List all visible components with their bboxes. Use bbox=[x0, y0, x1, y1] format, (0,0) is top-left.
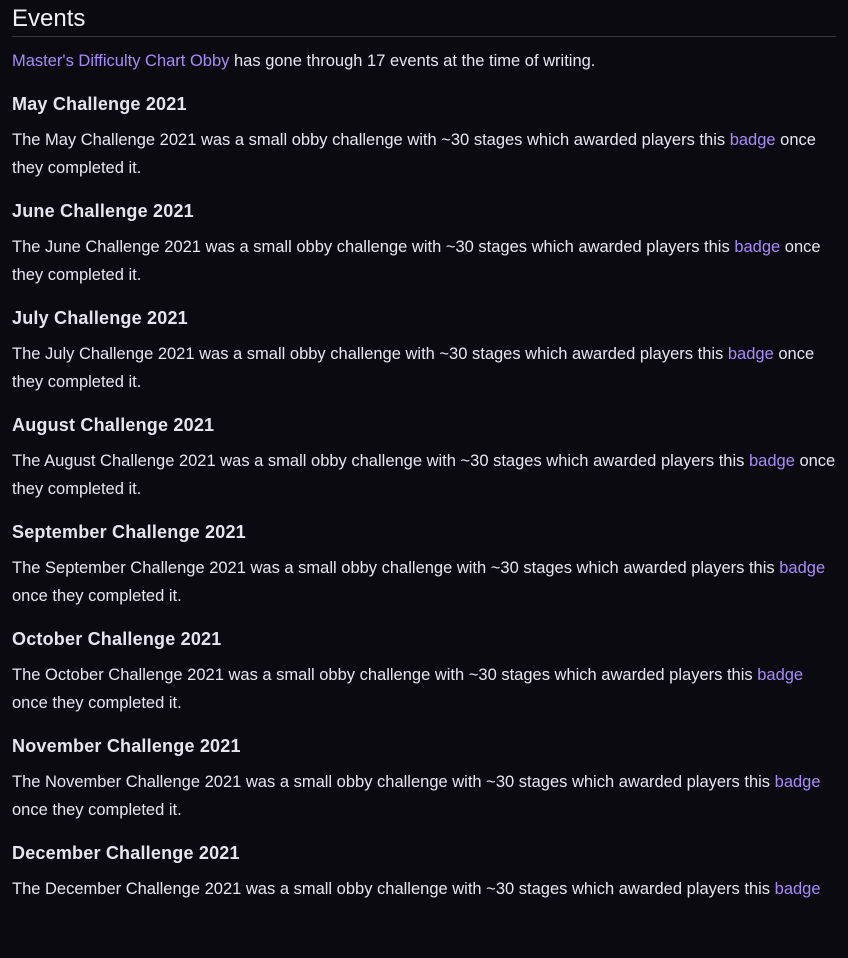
section-july bbox=[12, 306, 836, 396]
paragraph-text: once they completed it. bbox=[12, 131, 816, 177]
section-paragraph bbox=[12, 447, 836, 503]
badge-link[interactable]: badge bbox=[729, 131, 776, 149]
section-paragraph bbox=[12, 233, 836, 289]
paragraph-text: once they completed it. bbox=[12, 801, 182, 819]
paragraph-text: once they completed it. bbox=[12, 587, 182, 605]
paragraph-text: once they completed it. bbox=[12, 345, 815, 391]
paragraph-text: The December Challenge 2021 was a small obby challenge with ~30 stages which awarded players this bbox=[12, 880, 775, 898]
intro-paragraph bbox=[12, 47, 836, 75]
section-paragraph bbox=[12, 661, 836, 717]
section-heading: August Challenge 2021 bbox=[12, 415, 215, 435]
section-paragraph bbox=[12, 126, 836, 182]
badge-link[interactable]: badge bbox=[748, 452, 795, 470]
badge-link[interactable]: badge bbox=[727, 345, 774, 363]
badge-link[interactable]: badge bbox=[779, 559, 826, 577]
page-heading: Events bbox=[12, 0, 836, 37]
section-heading: September Challenge 2021 bbox=[12, 522, 246, 542]
section-december bbox=[12, 841, 836, 903]
section-october bbox=[12, 627, 836, 717]
obby-link[interactable]: Master's Difficulty Chart Obby bbox=[12, 52, 230, 70]
paragraph-text: The September Challenge 2021 was a small obby challenge with ~30 stages which awarded players this bbox=[12, 559, 780, 577]
section-paragraph bbox=[12, 340, 836, 396]
paragraph-text: once they completed it. bbox=[12, 238, 821, 284]
paragraph-text: The July Challenge 2021 was a small obby challenge with ~30 stages which awarded players this bbox=[12, 345, 728, 363]
section-june bbox=[12, 199, 836, 289]
section-paragraph bbox=[12, 768, 836, 824]
section-heading: May Challenge 2021 bbox=[12, 94, 187, 114]
badge-link[interactable]: badge bbox=[774, 773, 821, 791]
badge-link[interactable]: badge bbox=[774, 880, 821, 898]
paragraph-text: The November Challenge 2021 was a small obby challenge with ~30 stages which awarded players this bbox=[12, 773, 775, 791]
paragraph-text: once they completed it. bbox=[12, 452, 836, 498]
badge-link[interactable]: badge bbox=[734, 238, 781, 256]
section-august bbox=[12, 413, 836, 503]
paragraph-text: The May Challenge 2021 was a small obby challenge with ~30 stages which awarded players this bbox=[12, 131, 730, 149]
paragraph-text: The August Challenge 2021 was a small obby challenge with ~30 stages which awarded players this bbox=[12, 452, 749, 470]
section-heading: December Challenge 2021 bbox=[12, 843, 240, 863]
section-paragraph bbox=[12, 875, 836, 903]
paragraph-text: The October Challenge 2021 was a small obby challenge with ~30 stages which awarded players this bbox=[12, 666, 758, 684]
intro-text: has gone through 17 events at the time of writing. bbox=[229, 52, 596, 70]
section-may bbox=[12, 92, 836, 182]
section-heading: June Challenge 2021 bbox=[12, 201, 194, 221]
section-heading: November Challenge 2021 bbox=[12, 736, 241, 756]
section-paragraph bbox=[12, 554, 836, 610]
section-heading: October Challenge 2021 bbox=[12, 629, 222, 649]
paragraph-text: once they completed it. bbox=[12, 694, 182, 712]
paragraph-text: The June Challenge 2021 was a small obby challenge with ~30 stages which awarded players this bbox=[12, 238, 735, 256]
section-heading: July Challenge 2021 bbox=[12, 308, 188, 328]
section-september bbox=[12, 520, 836, 610]
badge-link[interactable]: badge bbox=[757, 666, 804, 684]
section-november bbox=[12, 734, 836, 824]
